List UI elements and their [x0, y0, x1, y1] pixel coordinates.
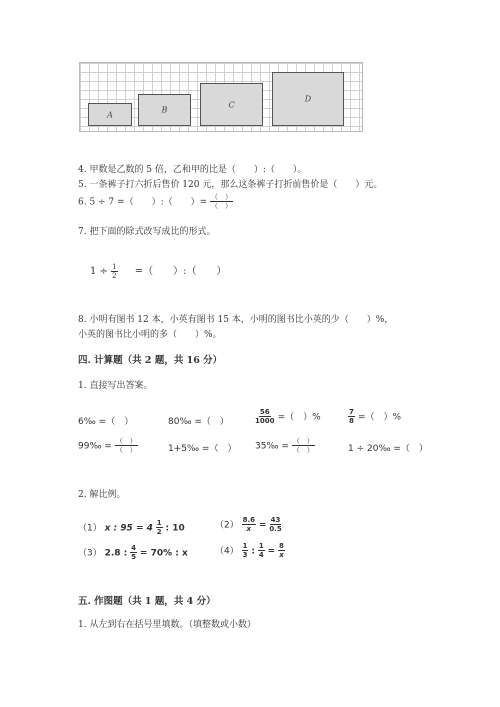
rect-d-label: D — [304, 94, 312, 104]
proportion-2-left — [242, 517, 256, 533]
fraction-numerator: 8 — [279, 542, 284, 550]
question-6 — [78, 194, 233, 210]
calc-1-2: 80‰ =（ ） — [168, 417, 229, 427]
proportion-3-expr: 2.8 : — [104, 548, 128, 559]
proportion-1-prefix: （1） — [78, 523, 102, 534]
section-5-sub1: 1. 从左到右在括号里填数。（填整数或小数） — [78, 620, 256, 630]
fraction-numerator: （ ） — [292, 437, 314, 445]
fraction-denominator: 1000 — [255, 417, 275, 425]
fraction-denominator: （ ） — [292, 446, 314, 454]
fraction-denominator: x — [246, 525, 252, 533]
proportion-3-suffix: = 70% : x — [139, 548, 188, 559]
question-5: 5. 一条裤子打六折后售价 120 元，那么这条裤子打折前售价是（ ）元。 — [78, 180, 383, 190]
proportion-4-eq: = — [267, 546, 276, 557]
calc-2-1-fraction — [115, 438, 138, 454]
proportion-4-b — [258, 543, 265, 559]
fraction-denominator: （ ） — [115, 446, 137, 454]
fraction-denominator: 3 — [242, 551, 248, 559]
question-8-line1: 8. 小明有图书 12 本，小英有图书 15 本，小明的图书比小英的少（ ）%， — [78, 315, 394, 325]
proportion-1-expr: x : 95 = 4 — [104, 523, 153, 534]
rect-c — [200, 83, 263, 126]
rect-a-label: A — [107, 110, 113, 119]
question-7: 7. 把下面的除式改写成比的形式。 — [78, 227, 216, 237]
proportion-2-eq: = — [258, 520, 267, 531]
proportion-4 — [215, 543, 285, 559]
proportion-2-right — [269, 517, 281, 533]
expr-fraction — [111, 264, 117, 280]
calc-1-4-suffix: =（ ）% — [358, 412, 402, 423]
rect-a — [88, 103, 132, 126]
expr-suffix: =（ ）:（ ） — [134, 266, 227, 277]
fraction-denominator: 5 — [131, 553, 137, 561]
fraction-denominator: 4 — [258, 551, 264, 559]
calc-1-4 — [348, 409, 401, 425]
proportion-4-a — [242, 543, 249, 559]
calc-2-4: 1 ÷ 20‰ =（ ） — [348, 444, 428, 454]
calc-2-1 — [78, 438, 138, 454]
calc-1-1: 6‰ =（ ） — [78, 417, 134, 427]
proportion-3 — [78, 545, 188, 561]
calc-1-3-suffix: =（ ）% — [277, 412, 321, 423]
grid-figure — [79, 62, 363, 132]
calc-2-3-fraction — [292, 438, 315, 454]
proportion-2 — [215, 517, 282, 533]
fraction-numerator: 56 — [259, 408, 270, 416]
rect-d — [272, 72, 344, 126]
calc-2-2: 1+5‰ =（ ） — [168, 444, 237, 454]
fraction-denominator: （ ） — [211, 202, 233, 210]
question-6-fraction — [210, 194, 233, 210]
fraction-numerator: 1 — [242, 542, 248, 550]
proportion-3-prefix: （3） — [78, 548, 102, 559]
expr-prefix: 1 ÷ — [90, 266, 108, 277]
section-4-heading: 四. 计算题（共 2 题，共 16 分） — [78, 355, 223, 366]
proportion-1 — [78, 520, 185, 536]
calc-1-3-fraction — [255, 409, 274, 425]
question-7-expression — [90, 262, 227, 280]
proportion-3-fraction — [130, 545, 137, 561]
proportion-4-colon: : — [251, 546, 255, 557]
calc-2-3 — [255, 438, 315, 454]
fraction-numerator: 1 — [258, 542, 264, 550]
fraction-numerator: （ ） — [115, 437, 137, 445]
fraction-numerator: 7 — [349, 408, 354, 416]
section-5-heading: 五. 作图题（共 1 题，共 4 分） — [78, 596, 216, 607]
proportion-1-fraction — [156, 520, 163, 536]
fraction-numerator: 1 — [156, 519, 162, 527]
proportion-4-prefix: （4） — [215, 546, 239, 557]
fraction-numerator: （ ） — [211, 193, 233, 201]
rect-b — [138, 94, 191, 126]
fraction-numerator: 1 — [112, 262, 117, 271]
calc-1-3 — [255, 409, 321, 425]
fraction-denominator: 0.5 — [269, 525, 282, 533]
fraction-denominator: 2 — [156, 528, 162, 536]
question-6-text: 6. 5 ÷ 7 =（ ）:（ ）= — [78, 197, 208, 208]
proportion-2-prefix: （2） — [215, 520, 239, 531]
question-8-line2: 小英的图书比小明的多（ ）%。 — [78, 330, 222, 340]
fraction-denominator: x — [279, 551, 284, 559]
fraction-numerator: 8.6 — [242, 516, 256, 524]
proportion-1-suffix: : 10 — [165, 523, 185, 534]
fraction-denominator: 2 — [112, 271, 117, 280]
fraction-denominator: 8 — [349, 417, 354, 425]
rect-c-label: C — [228, 100, 235, 109]
calc-1-4-fraction — [348, 409, 355, 425]
proportion-4-right — [278, 543, 285, 559]
calc-2-1-prefix: 99‰ = — [78, 441, 112, 452]
section-4-sub1: 1. 直接写出答案。 — [78, 381, 153, 391]
calc-2-3-prefix: 35‰ = — [255, 441, 289, 452]
question-4: 4. 甲数是乙数的 5 倍，乙和甲的比是（ ）:（ ）。 — [78, 165, 307, 175]
fraction-numerator: 43 — [270, 516, 281, 524]
fraction-numerator: 4 — [131, 544, 137, 552]
section-4-sub2: 2. 解比例。 — [78, 490, 126, 500]
rect-b-label: B — [161, 105, 168, 115]
